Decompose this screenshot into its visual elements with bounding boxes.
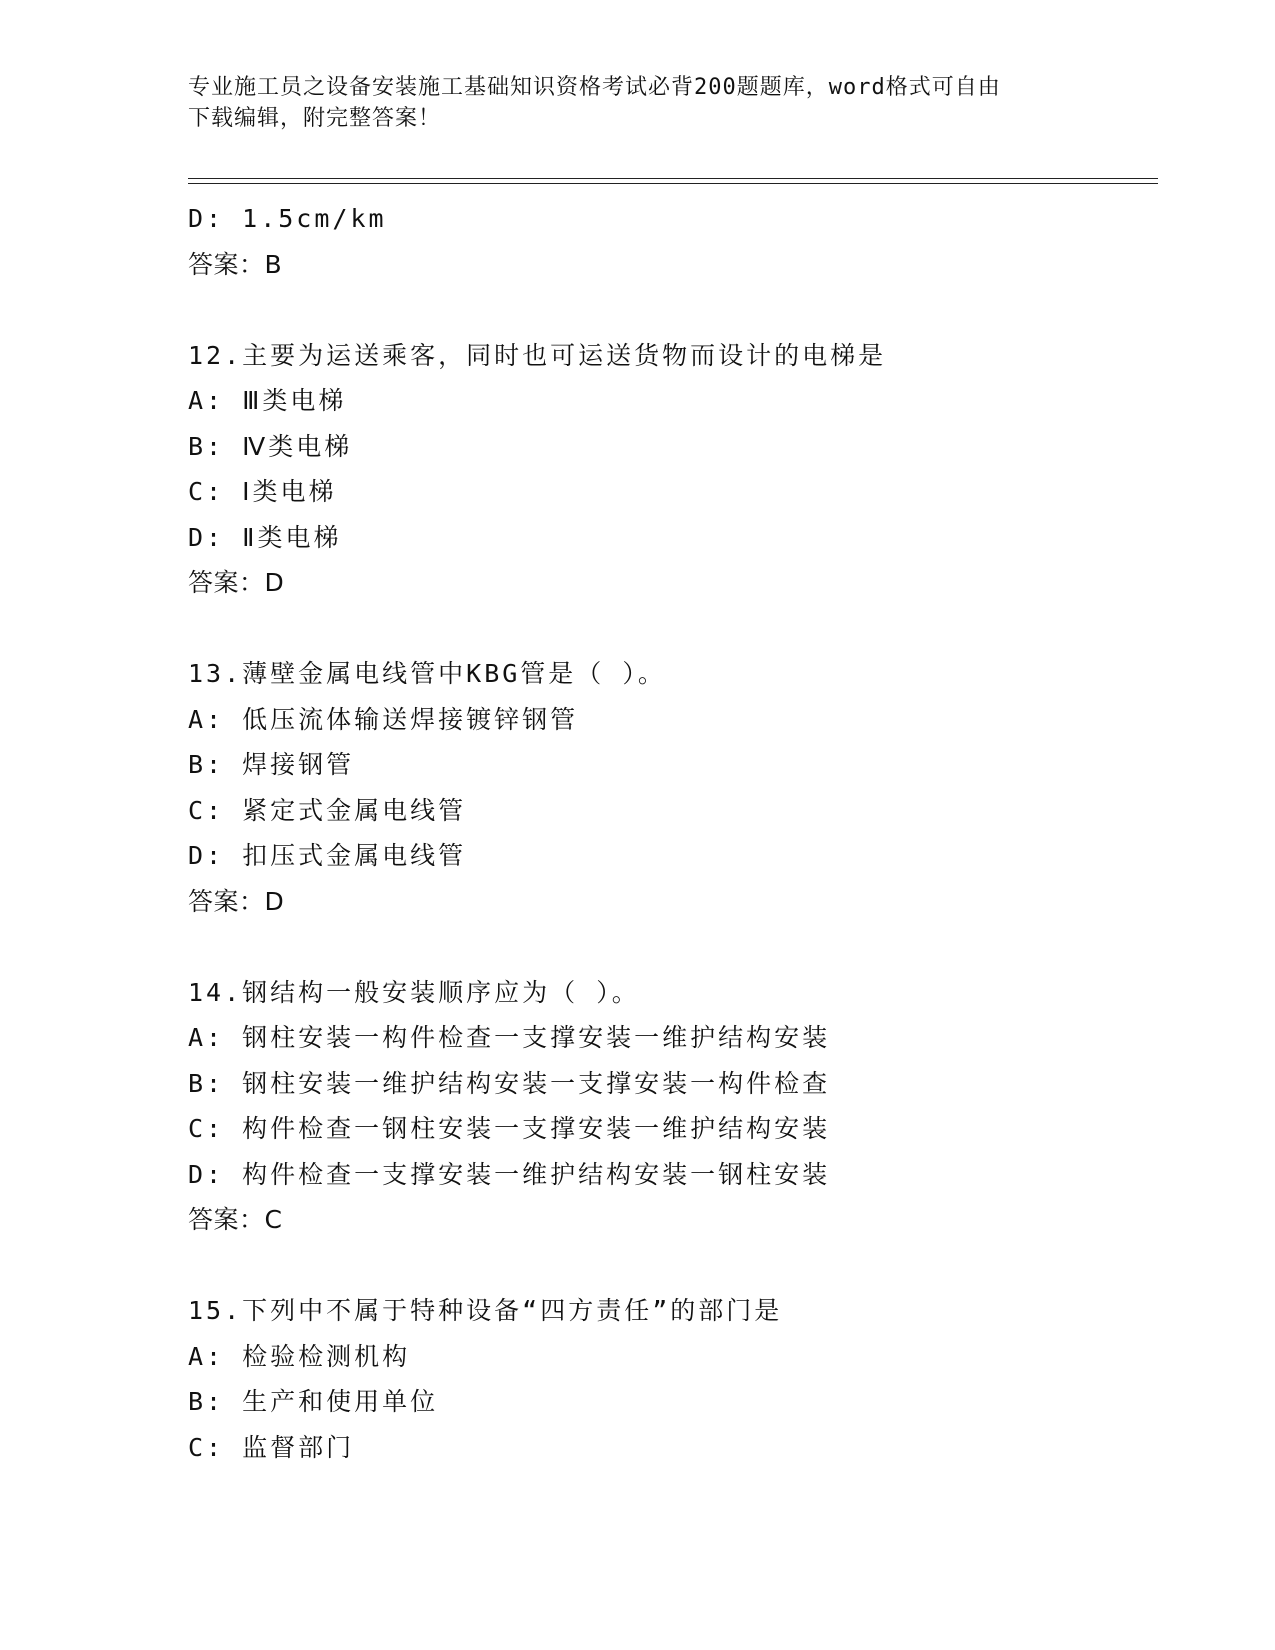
question-stem: 12.主要为运送乘客，同时也可运送货物而设计的电梯是 [188,340,887,370]
option-d: D: 扣压式金属电线管 [188,841,467,870]
question-12 [188,333,1148,606]
question-stem: 14.钢结构一般安装顺序应为（ ）。 [188,977,640,1007]
answer-line: 答案：D [188,568,285,597]
question-spacer [188,1243,1148,1289]
option-d: D: 1.5cm/km [188,204,387,233]
option-c: C: Ⅰ类电梯 [188,477,337,506]
header-divider-secondary [188,183,1158,184]
question-13 [188,651,1148,924]
option-a: A: 低压流体输送焊接镀锌钢管 [188,704,579,734]
document-header [188,72,1088,134]
option-a: A: Ⅲ类电梯 [188,386,347,415]
previous-question-tail [188,196,1148,287]
question-spacer [188,606,1148,652]
option-d: D: Ⅱ类电梯 [188,522,342,552]
answer-line: 答案：D [188,886,285,916]
question-15 [188,1288,1148,1470]
option-b: B: 焊接钢管 [188,750,355,779]
option-a: A: 检验检测机构 [188,1341,411,1371]
option-b: B: 生产和使用单位 [188,1387,439,1416]
option-a: A: 钢柱安装一构件检查一支撑安装一维护结构安装 [188,1023,831,1052]
option-b: B: 钢柱安装一维护结构安装一支撑安装一构件检查 [188,1068,831,1098]
question-list [188,196,1148,1470]
option-d: D: 构件检查一支撑安装一维护结构安装一钢柱安装 [188,1159,831,1189]
question-14 [188,970,1148,1243]
option-c: C: 紧定式金属电线管 [188,795,467,825]
header-title-line-1: 专业施工员之设备安装施工基础知识资格考试必背200题题库，word格式可自由 [188,75,1001,100]
question-stem: 15.下列中不属于特种设备“四方责任”的部门是 [188,1296,783,1325]
option-b: B: Ⅳ类电梯 [188,431,353,461]
question-spacer [188,924,1148,970]
header-divider [188,178,1158,179]
header-title-line-2: 下载编辑，附完整答案！ [188,106,442,131]
option-c: C: 构件检查一钢柱安装一支撑安装一维护结构安装 [188,1114,831,1143]
question-spacer [188,287,1148,333]
question-stem: 13.薄壁金属电线管中KBG管是（ ）。 [188,659,666,688]
answer-line: 答案：B [188,249,283,279]
option-c: C: 监督部门 [188,1432,355,1462]
answer-line: 答案：C [188,1205,283,1234]
